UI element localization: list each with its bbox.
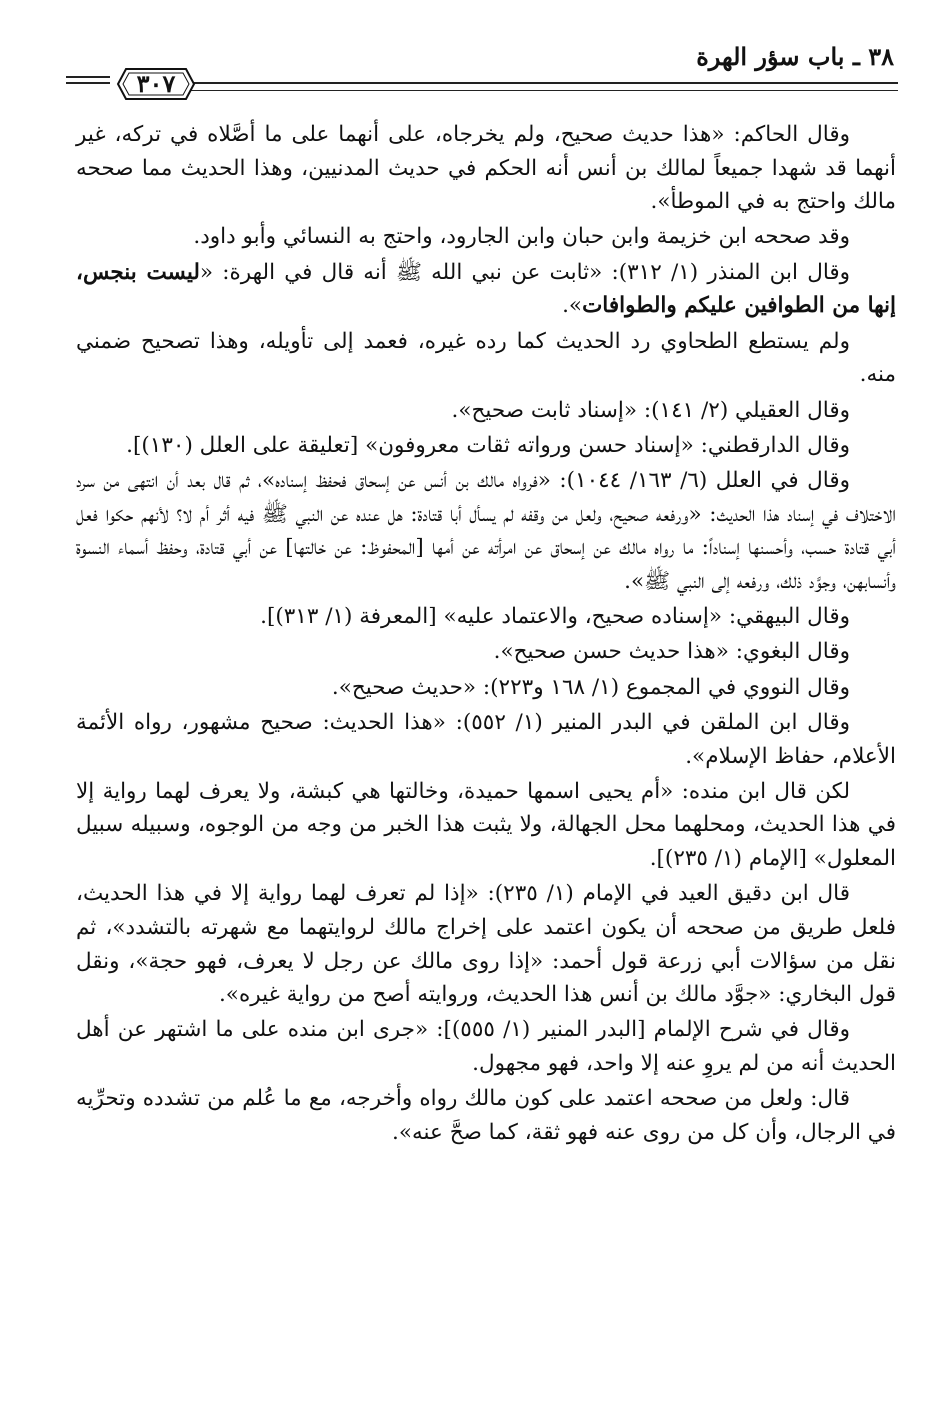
chapter-title: ٣٨ ـ باب سؤر الهرة <box>696 42 894 71</box>
paragraph: ولم يستطع الطحاوي رد الحديث كما رده غيره، فعمد إلى تأويله، وهذا تصحيح ضمني منه. <box>76 328 896 388</box>
paragraph: وقال النووي في المجموع (١/ ١٦٨ و٢٢٣): «حديث صحيح». <box>331 674 850 700</box>
paragraph: لكن قال ابن منده: «أم يحيى اسمها حميدة، وخالتها هي كبشة، ولا يعرف لهما رواية إلا في هذا الحديث، ومحلهما محل الجهالة، ولا يثبت هذا الخبر من وجه من الوجوه، وسبيله سبيل المعلول» [الإمام (١/ ٢٣٥)]. <box>76 778 896 872</box>
paragraph: وقال في العلل (٦/ ١٦٣/ ١٠٤٤): «فرواه مالك بن أنس عن إسحاق فحفظ إسناده»، ثم قال بعد أن انتهى من سرد الاختلاف في إسناد هذا الحديث: «ورفعه صحيح، ولعل من وقفه لم يسأل أبا قتادة: هل عنده عن النبي ﷺ فيه أثر أم لا؟ لأنهم حكوا فعل أبي قتادة حسب، وأحسنها إسناداً: ما رواه مالك عن إسحاق عن امرأته عن أمها [المحفوظ: عن خالتها] عن أبي قتادة، وحفظ أسماء النسوة وأنسابهن، وجوَّد ذلك، ورفعه إلى النبي ﷺ». <box>76 468 896 594</box>
header-rule <box>188 82 898 91</box>
quoted-hadith: ليست بنجس، إنها من الطوافين عليكم والطوافات <box>76 259 896 319</box>
paragraph: وقال العقيلي (٢/ ١٤١): «إسناد ثابت صحيح». <box>451 397 850 423</box>
paragraph: وقد صححه ابن خزيمة وابن حبان وابن الجارود، واحتج به النسائي وأبو داود. <box>193 224 850 250</box>
main-text <box>76 118 896 1151</box>
paragraph: وقال ابن الملقن في البدر المنير (١/ ٥٥٢): «هذا الحديث: صحيح مشهور، رواه الأئمة الأعلام، حفاظ الإسلام». <box>76 709 896 769</box>
paragraph: وقال البيهقي: «إسناده صحيح، والاعتماد عليه» [المعرفة (١/ ٣١٣)]. <box>260 604 850 630</box>
paragraph-text: وقال ابن المنذر (١/ ٣١٢): «ثابت عن نبي الله ﷺ أنه قال في الهرة: « <box>199 259 851 285</box>
paragraph <box>76 256 896 323</box>
paragraph: وقال البغوي: «هذا حديث حسن صحيح». <box>493 639 850 665</box>
paragraph: قال ابن دقيق العيد في الإمام (١/ ٢٣٥): «إذا لم تعرف لهما رواية إلا في هذا الحديث، فلعل طريق من صححه أن يكون اعتمد على إخراج مالك لروايتهما مع شهرته بالتشدد»، ثم نقل من سؤالات أبي زرعة قول أحمد: «إذا روى مالك عن رجل لا يعرف، فهو حجة»، ونقل قول البخاري: «جوَّد مالك بن أنس هذا الحديث، وروايته أصح من رواية غيره». <box>76 881 896 1008</box>
paragraph: وقال الدارقطني: «إسناد حسن ورواته ثقات معروفون» [تعليقة على العلل (١٣٠)]. <box>126 432 850 458</box>
page-header <box>66 38 898 100</box>
page-number-badge <box>116 66 196 102</box>
paragraph: قال: ولعل من صححه اعتمد على كون مالك رواه وأخرجه، مع ما عُلم من تشدده وتحرِّيه في الرجال، وأن كل من روى عنه فهو ثقة، كما صحَّ عنه». <box>76 1086 896 1145</box>
header-rule-left <box>66 76 110 94</box>
paragraph: وقال في شرح الإلمام [البدر المنير (١/ ٥٥٥)]: «جرى ابن منده على ما اشتهر عن أهل الحديث أنه من لم يروِ عنه إلا واحد، فهو مجهول. <box>76 1017 896 1076</box>
page-number: ٣٠٧ <box>136 69 176 98</box>
paragraph-tail: ». <box>562 293 583 319</box>
paragraph: وقال الحاكم: «هذا حديث صحيح، ولم يخرجاه، على أنهما على ما أصَّلاه في تركه، غير أنهما قد شهدا جميعاً لمالك بن أنس أنه الحكم في حديث المدنيين، وهذا الحديث مما صححه مالك واحتج به في الموطأ». <box>76 122 896 215</box>
